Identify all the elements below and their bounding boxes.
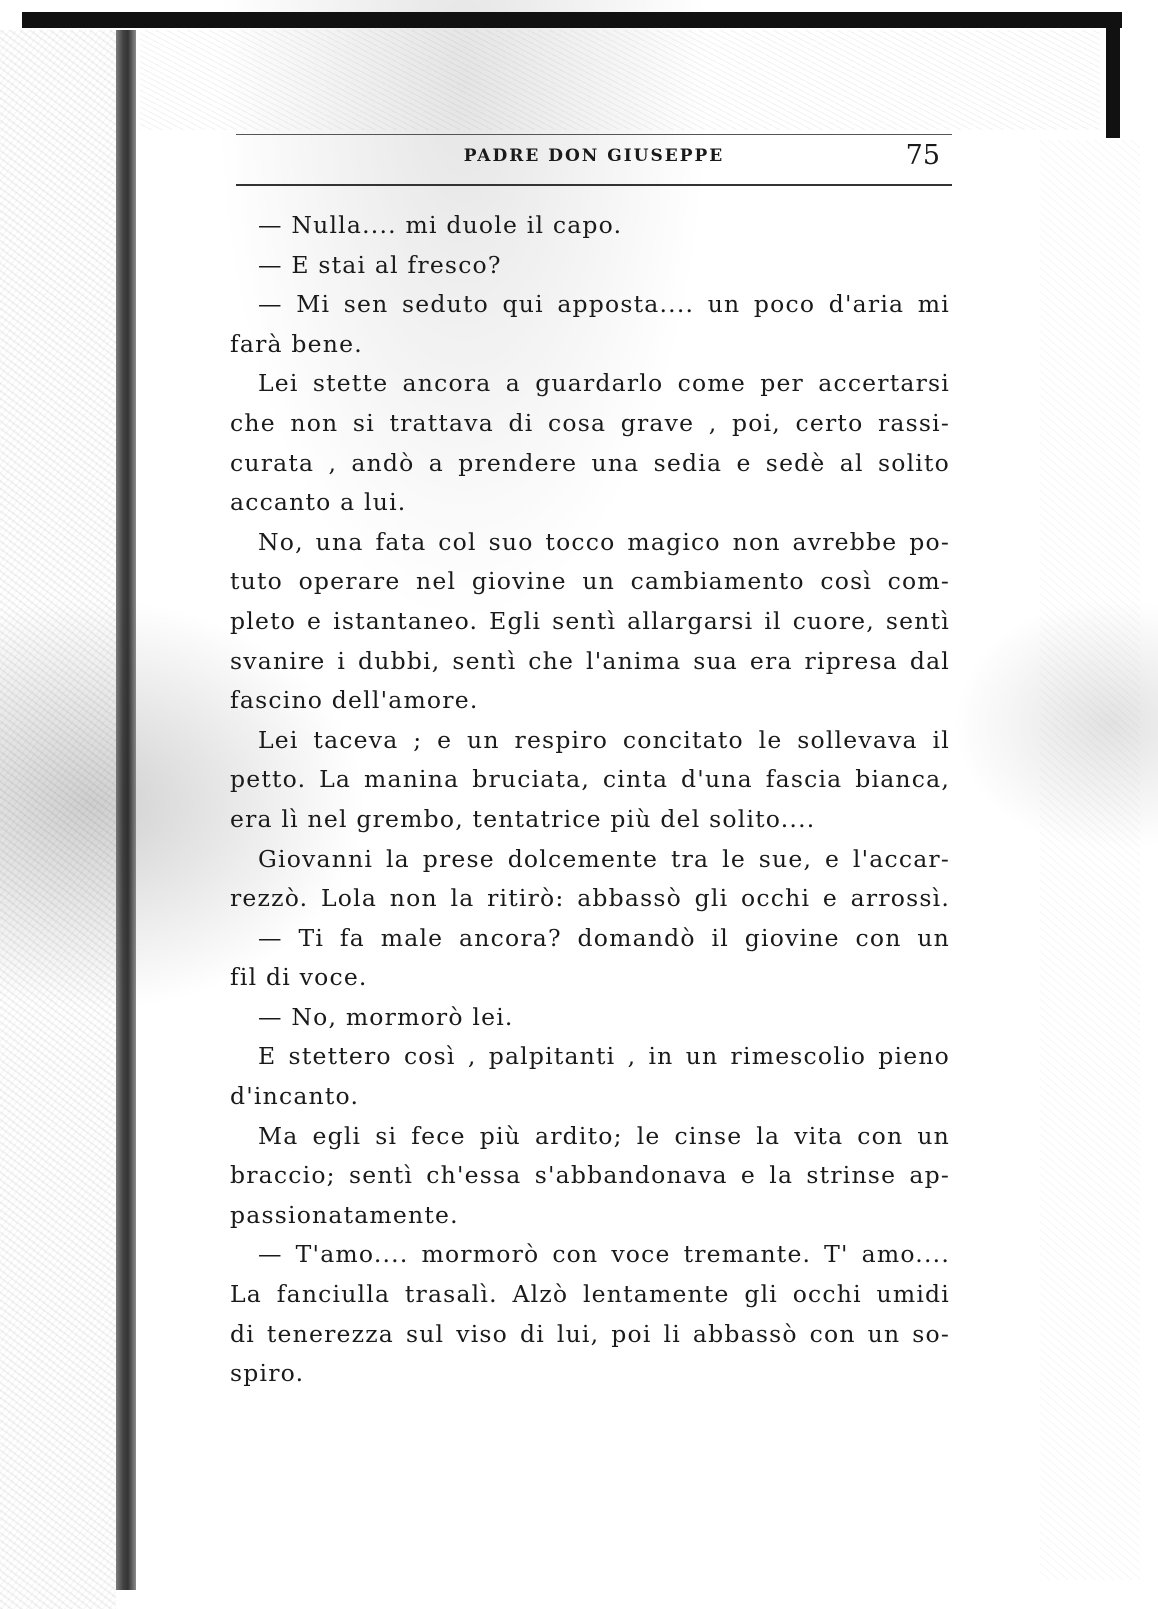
body-text [230,206,950,1394]
text-line: No, una fata col suo tocco magico non avrebbe po- [258,527,950,556]
text-line: svanire i dubbi, sentì che l'anima sua era ripresa dal [230,646,950,675]
scan-noise-top [140,30,1100,130]
book-spine-shadow [116,30,136,1590]
text-line: Lei taceva ; e un respiro concitato le sollevava il [258,725,950,754]
text-line: curata , andò a prendere una sedia e sedè al solito [230,448,950,477]
running-title: PADRE DON GIUSEPPE [463,146,725,166]
text-line: farà bene. [230,329,363,358]
text-line: — T'amo.... mormorò con voce tremante. T' amo.... [258,1240,950,1269]
page-number: 75 [905,140,940,171]
text-line: — No, mormorò lei. [258,1002,514,1031]
text-line: d'incanto. [230,1082,360,1111]
scan-top-edge [22,12,1122,28]
scan-noise-left [0,30,116,1609]
text-line: — E stai al fresco? [258,250,502,279]
text-line: accanto a lui. [230,488,407,517]
text-line: — Nulla.... mi duole il capo. [258,211,623,239]
text-line: di tenerezza sul viso di lui, poi li abbassò con un so- [230,1319,950,1348]
text-line: spiro. [230,1359,305,1388]
text-line: che non si trattava di cosa grave , poi, certo rassi- [230,408,950,437]
text-line: Lei stette ancora a guardarlo come per accertarsi [258,369,950,398]
scan-noise-right [1040,140,1140,1580]
text-line: La fanciulla trasalì. Alzò lentamente gli occhi umidi [230,1280,950,1309]
text-line: — Ti fa male ancora? domandò il giovine con un [258,923,950,952]
text-line: fil di voce. [230,963,368,992]
text-line: — Mi sen seduto qui apposta.... un poco d'aria mi [258,290,950,319]
scan-right-edge [1106,18,1120,138]
text-line: rezzò. Lola non la ritirò: abbassò gli occhi e arrossì. [230,884,950,913]
header-rule-bottom [236,184,952,186]
text-line: tuto operare nel giovine un cambiamento così com- [230,567,950,596]
text-line: braccio; sentì ch'essa s'abbandonava e la strinse ap- [230,1161,950,1190]
text-line: passionatamente. [230,1200,459,1229]
header-rule-top [236,134,952,135]
text-line: petto. La manina bruciata, cinta d'una fascia bianca, [230,765,950,794]
text-line: pleto e istantaneo. Egli sentì allargarsi il cuore, sentì [230,606,950,635]
text-line: fascino dell'amore. [230,686,479,715]
text-line: era lì nel grembo, tentatrice più del solito.... [230,804,816,833]
text-line: E stettero così , palpitanti , in un rimescolio pieno [258,1042,950,1071]
text-line: Ma egli si fece più ardito; le cinse la vita con un [258,1121,950,1150]
text-line: Giovanni la prese dolcemente tra le sue, e l'accar- [258,844,950,873]
